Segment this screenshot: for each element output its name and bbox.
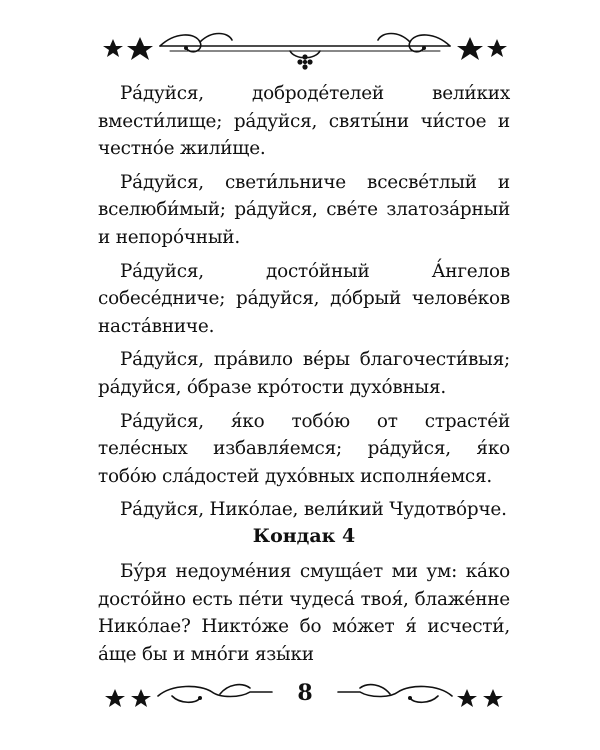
page-number: 8 xyxy=(297,680,313,706)
stanza-3: Ра́дуйся, досто́йный А́нгелов собесе́дниче; ра́дуйся, до́брый челове́ков наста́вниче. xyxy=(98,260,510,337)
stanza-5: Ра́дуйся, я́ко тобо́ю от страсте́й теле́сных избавля́емся; ра́дуйся, я́ко тобо́ю сла́достей духо́вных исполня́емся. xyxy=(98,410,510,487)
stanza-4: Ра́дуйся, пра́вило ве́ры благочести́выя; ра́дуйся, о́бразе кро́тости духо́вныя. xyxy=(98,349,510,398)
stanza-2: Ра́дуйся, свети́льниче всесве́тлый и вселюби́мый; ра́дуйся, све́те златоза́рный и непоро́чный. xyxy=(98,171,510,248)
stanza-1: Ра́дуйся, доброде́телей вели́ких вмести́лище; ра́дуйся, святы́ни чи́стое и честно́е жили́ще. xyxy=(98,83,510,160)
kontakion-text: Бу́ря недоуме́ния смуща́ет ми ум: ка́ко досто́йно есть пе́ти чудеса́ твоя́, блаже́нне Нико́лае? Никто́же бо мо́жет я́ исчести́, а́ще бы и мно́ги язы́ки xyxy=(98,561,510,665)
floral-ornament-top-icon xyxy=(100,26,510,70)
section-heading: Кондак 4 xyxy=(252,525,356,547)
kontakion-body xyxy=(98,558,510,674)
akathist-stanzas xyxy=(98,80,510,530)
stanza-6: Ра́дуйся, Нико́лае, вели́кий Чудотво́рче. xyxy=(120,499,507,521)
